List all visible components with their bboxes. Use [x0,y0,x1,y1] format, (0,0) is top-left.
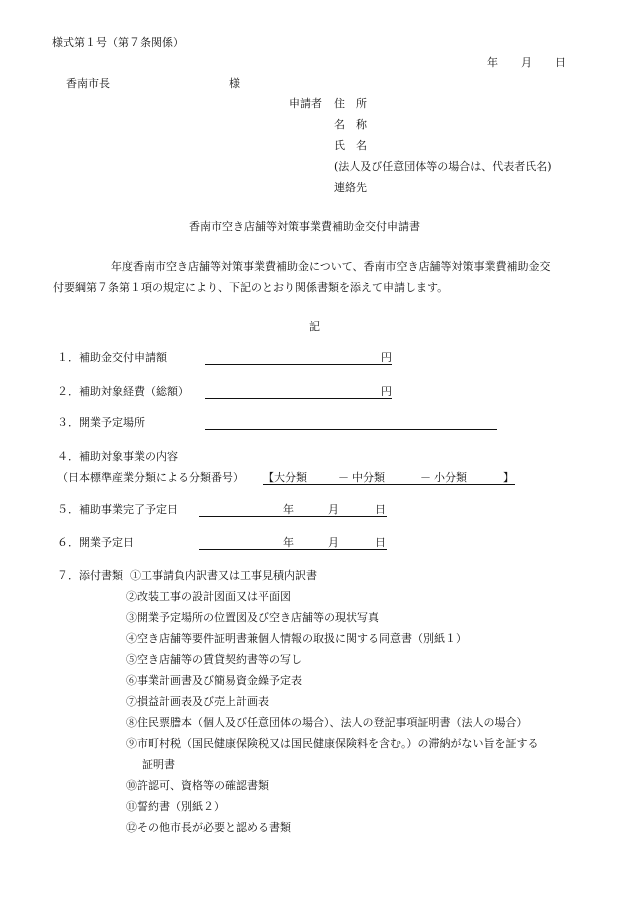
form-number: 様式第１号（第７条関係） [52,36,184,49]
applicant-contact-label: 連絡先 [334,181,367,194]
classification-dash-2: － [420,471,431,484]
body-text-line2: 付要綱第７条第１項の規定により、下記のとおり関係書類を添えて申請します。 [53,281,449,294]
form-title: 香南市空き店舗等対策事業費補助金交付申請書 [189,220,420,233]
date-day: 日 [555,56,566,69]
attachment-item: ⑦損益計画表及び売上計画表 [126,695,269,708]
subsidy-amount-field[interactable] [205,364,392,365]
attachment-item: ⑧住民票謄本（個人及び任意団体の場合）、法人の登記事項証明書（法人の場合） [126,716,528,729]
opening-year: 年 [283,536,294,549]
applicant-address-label: 住 所 [334,97,367,110]
opening-location-field[interactable] [205,429,497,430]
completion-date-field[interactable] [199,516,387,517]
attachment-item: ④空き店舗等要件証明書兼個人情報の取扱に関する同意書（別紙１） [126,632,467,645]
attachment-item: ⑨市町村税（国民健康保険税又は国民健康保険料を含む。）の滞納がない旨を証する [126,737,539,750]
bracket-close: 】 [503,471,514,484]
applicant-entity-label: 名 称 [334,118,367,131]
item-subsidy-amount-label: １．補助金交付申請額 [57,351,167,364]
addressee-name: 香南市長 [66,77,110,90]
total-cost-field[interactable] [205,398,392,399]
opening-date-field[interactable] [199,549,387,550]
item-attachments-label: ７．添付書類 [57,569,123,582]
completion-month: 月 [328,503,339,516]
classification-dash-1: － [338,471,349,484]
item-completion-date-label: ５．補助事業完了予定日 [57,503,178,516]
total-cost-unit: 円 [381,385,392,398]
attachment-item-continuation: 証明書 [142,758,175,771]
attachment-item: ⑤空き店舗等の賃貸契約書等の写し [126,653,302,666]
middle-classification-label: 中分類 [352,471,385,484]
completion-year: 年 [283,503,294,516]
applicant-label: 申請者 [289,97,322,110]
opening-day: 日 [375,536,386,549]
attachment-item: ③開業予定場所の位置図及び空き店舗等の現状写真 [126,611,379,624]
classification-field[interactable] [263,484,515,485]
attachment-item: ①工事請負内訳書又は工事見積内訳書 [130,569,317,582]
item-opening-location-label: ３．開業予定場所 [57,416,145,429]
attachment-item: ⑩許認可、資格等の確認書類 [126,779,269,792]
item-opening-date-label: ６．開業予定日 [57,536,134,549]
bracket-open: 【 [263,471,274,484]
opening-month: 月 [328,536,339,549]
attachment-item: ②改装工事の設計図面又は平面図 [126,590,291,603]
attachment-item: ⑪誓約書（別紙２） [126,800,225,813]
item-total-cost-label: ２．補助対象経費（総額） [57,385,189,398]
applicant-person-label: 氏 名 [334,139,367,152]
date-year: 年 [487,56,498,69]
ki-heading: 記 [309,320,320,333]
item-business-content-label: ４．補助対象事業の内容 [57,450,178,463]
subsidy-amount-unit: 円 [381,351,392,364]
addressee-honorific: 様 [229,77,240,90]
attachment-item: ⑥事業計画書及び簡易資金繰予定表 [126,674,302,687]
attachment-item: ⑫その他市長が必要と認める書類 [126,821,291,834]
small-classification-label: 小分類 [434,471,467,484]
completion-day: 日 [375,503,386,516]
industry-classification-note: （日本標準産業分類による分類番号） [57,471,244,484]
body-text-line1: 年度香南市空き店舗等対策事業費補助金について、香南市空き店舗等対策事業費補助金交 [111,260,551,273]
large-classification-label: 大分類 [274,471,307,484]
representative-note: (法人及び任意団体等の場合は、代表者氏名) [334,160,552,173]
date-month: 月 [521,56,532,69]
